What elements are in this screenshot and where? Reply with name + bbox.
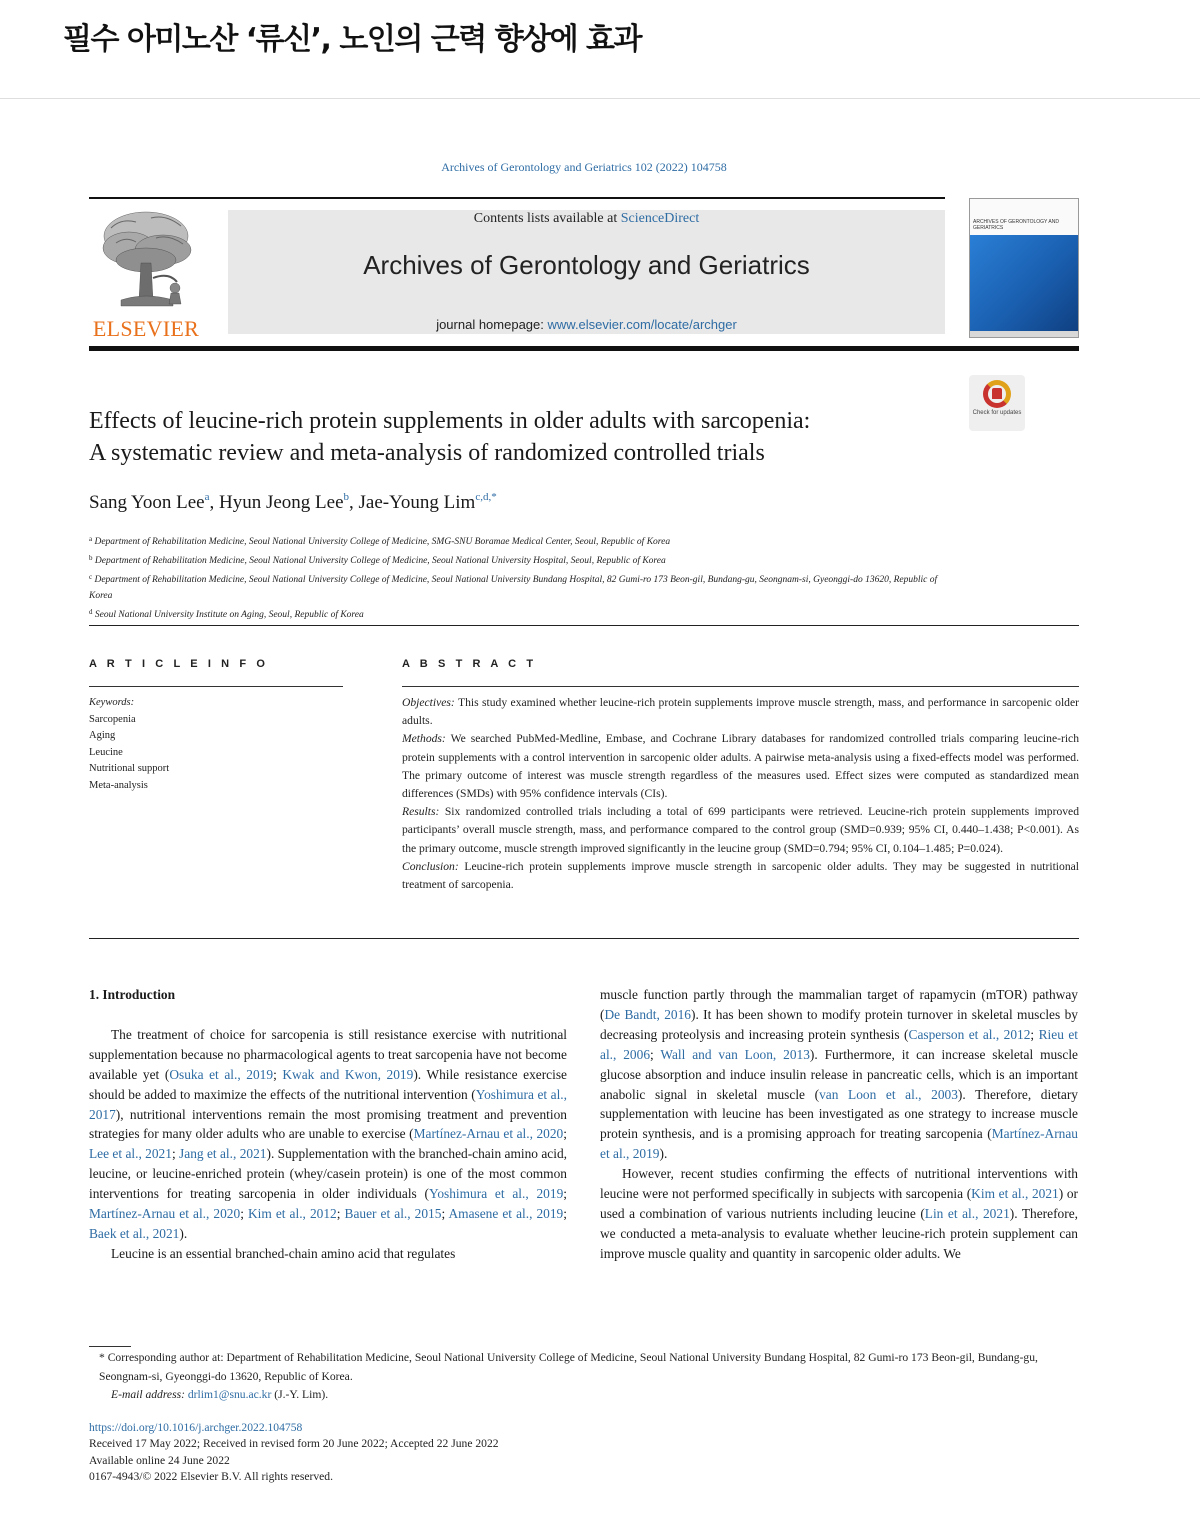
copyright-line: 0167-4943/© 2022 Elsevier B.V. All rights reserved. — [89, 1470, 333, 1484]
body-text: ; — [273, 1066, 283, 1082]
methods-text: We searched PubMed-Medline, Embase, and Cochrane Library databases for randomized controlled trials comparing leucine-rich protein supplements with a control intervention in sarcopenic older adults. A pairwise meta-analysis using a fixed-effects model was performed. The primary outcome of interest was muscle strength regardless of the measures used. Effect sizes were computed as standardized mean differences (SMDs) with 95% confidence intervals (CIs). — [402, 732, 1079, 801]
affiliation-text: Department of Rehabilitation Medicine, Seoul National University College of Medicine, Seoul National University Bundang Hospital, 82 Gumi-ro 173 Beon-gil, Bundang-gu, Seongnam-si, Gyeonggi-do 13620, Republic of Korea — [89, 575, 938, 601]
journal-citation[interactable]: Archives of Gerontology and Geriatrics 102 (2022) 104758 — [441, 160, 727, 174]
body-text: ; — [650, 1046, 661, 1062]
body-text: ; — [171, 1146, 180, 1162]
body-text: ). — [179, 1225, 188, 1241]
cover-footer — [970, 331, 1079, 338]
elsevier-logo — [89, 208, 203, 340]
abstract-conclusion — [402, 858, 1079, 894]
body-text: ), nutritional interventions remain the most promising treatment and prevention strategies for many older adults who are unable to exercise ( — [89, 1106, 567, 1142]
results-text: Six randomized controlled trials including a total of 699 participants were retrieved. Leucine-rich protein supplements improved participants’ overall muscle strength, mass, and performance compared to the control group (SMD=0.939; 95% CI, 0.440–1.438; P<0.001). As the primary outcome, muscle strength improved significantly in the leucine group (SMD=0.794; 95% CI, 0.104–1.485; P=0.024). — [402, 805, 1079, 855]
cover-title: ARCHIVES OF GERONTOLOGY AND GERIATRICS — [970, 199, 1079, 235]
journal-banner — [228, 210, 945, 334]
body-text: ; — [563, 1126, 567, 1142]
keyword-item: Aging — [89, 730, 116, 741]
abstract-results — [402, 803, 1079, 858]
abstract-heading: A B S T R A C T — [402, 658, 537, 670]
citation-link[interactable]: Lee et al., 2021 — [89, 1146, 172, 1162]
keywords-label: Keywords: — [89, 697, 135, 708]
abstract-body — [402, 694, 1079, 894]
keyword-item: Sarcopenia — [89, 713, 136, 725]
body-text: ). Furthermore, it can increase skeletal muscle glucose absorption and induce insulin release in pancreatic cells, which is an important anabolic signal in skeletal muscle ( — [600, 1046, 1078, 1102]
affiliation-list — [89, 531, 949, 623]
article-title — [89, 405, 959, 469]
citation-link[interactable]: Wall and van Loon, 2013 — [660, 1046, 810, 1062]
section-divider — [89, 938, 1079, 939]
citation-link[interactable]: Bauer et al., 2015 — [344, 1206, 442, 1222]
affiliation-text: Department of Rehabilitation Medicine, Seoul National University College of Medicine, SMG-SNU Boramae Medical Center, Seoul, Republic of Korea — [94, 537, 671, 547]
article-info-rule — [89, 686, 343, 687]
keyword-item: Meta-analysis — [89, 779, 148, 791]
citation-link[interactable]: Baek et al., 2021 — [89, 1225, 180, 1241]
citation-link[interactable]: Lin et al., 2021 — [924, 1205, 1010, 1221]
methods-label: Methods: — [402, 732, 446, 746]
masthead-rule-bottom — [89, 346, 1079, 351]
author-name: Sang Yoon Lee — [89, 492, 205, 513]
keyword-item: Nutritional support — [89, 763, 170, 774]
body-text: ; — [563, 1206, 567, 1222]
body-text: ; — [441, 1206, 449, 1222]
author-list — [89, 491, 497, 514]
citation-link[interactable]: Osuka et al., 2019 — [169, 1066, 274, 1082]
sciencedirect-link[interactable]: ScienceDirect — [620, 211, 700, 226]
abstract-methods — [402, 730, 1079, 803]
body-paragraph — [600, 1164, 1078, 1264]
corresponding-author-footnote — [89, 1349, 1079, 1405]
article-title-line-2: A systematic review and meta-analysis of randomized controlled trials — [89, 440, 765, 466]
check-updates-label: Check for updates — [972, 410, 1022, 416]
check-for-updates-button[interactable] — [969, 375, 1025, 431]
citation-link[interactable]: Yoshimura et al., 2017 — [89, 1086, 567, 1122]
citation-link[interactable]: van Loon et al., 2003 — [819, 1086, 958, 1102]
affiliation-item — [89, 604, 949, 623]
citation-link[interactable]: Martínez-Arnau et al., 2020 — [89, 1206, 241, 1222]
news-header — [0, 0, 1200, 99]
affiliation-item — [89, 569, 949, 604]
article-info-heading: A R T I C L E I N F O — [89, 658, 269, 670]
body-text: ; — [336, 1206, 345, 1222]
section-divider — [89, 625, 1079, 626]
body-text: ; — [240, 1206, 248, 1222]
author-name: Jae-Young Lim — [358, 492, 476, 513]
affiliation-marker: c — [89, 573, 93, 581]
elsevier-tree-icon — [91, 208, 201, 312]
email-line — [89, 1386, 1079, 1405]
contents-prefix: Contents lists available at — [473, 211, 621, 226]
article-title-line-1: Effects of leucine-rich protein supplements in older adults with sarcopenia: — [89, 408, 811, 434]
body-text: muscle function partly through the mammalian target of rapamycin (mTOR) pathway ( — [600, 987, 1078, 1022]
body-text: ). While resistance exercise should be added to maximize the effects of the nutritional intervention ( — [89, 1066, 567, 1102]
paper-page — [89, 100, 1079, 1520]
news-headline: 필수 아미노산 ‘류신’, 노인의 근력 향상에 효과 — [63, 22, 641, 57]
email-label: E-mail address: — [111, 1388, 185, 1402]
journal-name: Archives of Gerontology and Geriatrics — [363, 250, 810, 280]
received-dates: Received 17 May 2022; Received in revised form 20 June 2022; Accepted 22 June 2022 — [89, 1437, 499, 1451]
body-text: ; — [563, 1186, 568, 1202]
affiliation-marker: b — [89, 554, 93, 562]
introduction-heading: 1. Introduction — [89, 987, 176, 1002]
body-paragraph — [600, 985, 1078, 1164]
body-text: However, recent studies confirming the effects of nutritional interventions with leucine were not performed specifically in subjects with sarcopenia ( — [600, 1166, 1078, 1202]
affiliation-marker: a — [89, 535, 93, 543]
objectives-text: This study examined whether leucine-rich protein supplements improve muscle strength, mass, and performance in sarcopenic older adults. — [402, 696, 1079, 728]
affiliation-marker: d — [89, 608, 93, 616]
doi-link[interactable]: https://doi.org/10.1016/j.archger.2022.104758 — [89, 1421, 303, 1434]
homepage-prefix: journal homepage: — [436, 317, 548, 332]
author-affiliation-link[interactable]: a — [204, 491, 210, 503]
footnote-rule — [89, 1346, 131, 1347]
objectives-label: Objectives: — [402, 696, 455, 709]
email-link[interactable]: drlim1@snu.ac.kr — [187, 1388, 272, 1402]
conclusion-text: Leucine-rich protein supplements improve muscle strength in sarcopenic older adults. They may be suggested in nutritional treatment of sarcopenia. — [402, 859, 1079, 892]
citation-link[interactable]: Kwak and Kwon, 2019 — [282, 1066, 414, 1082]
body-text: ; — [1030, 1026, 1039, 1042]
citation-link[interactable]: Yoshimura et al., 2019 — [428, 1186, 564, 1202]
citation-link[interactable]: Amasene et al., 2019 — [448, 1206, 564, 1222]
body-paragraph — [89, 1025, 567, 1244]
corresponding-author-text: * Corresponding author at: Department of Rehabilitation Medicine, Seoul National University College of Medicine, Seoul National University Bundang Hospital, 82 Gumi-ro 173 Beon-gil, Bundang-gu, Seongnam-si, Gyeonggi-do 13620, Republic of Korea. — [99, 1351, 1038, 1383]
author-affiliation-link[interactable]: c,d,* — [475, 491, 497, 503]
citation-link[interactable]: Jang et al., 2021 — [179, 1146, 267, 1162]
citation-link[interactable]: De Bandt, 2016 — [604, 1006, 691, 1022]
author-separator: , — [349, 492, 359, 513]
author-separator: , — [209, 492, 219, 513]
body-text: ) or used a combination of various nutrients including leucine ( — [600, 1186, 1078, 1221]
body-text: The treatment of choice for sarcopenia is still resistance exercise with nutritional supplementation because no pharmacological agents to treat sarcopenia have not become available yet ( — [89, 1026, 567, 1082]
keywords-list — [89, 695, 169, 794]
homepage-link[interactable]: www.elsevier.com/locate/archger — [547, 317, 737, 332]
body-column-right — [600, 985, 1078, 1264]
bookmark-icon — [992, 388, 1002, 399]
publication-info — [89, 1420, 789, 1486]
citation-link[interactable]: Kim et al., 2012 — [247, 1206, 337, 1222]
body-text: ). Therefore, we conducted a meta-analysis to evaluate whether leucine-rich protein supplement can improve muscle quality and quantity in sarcopenic older adults. We — [600, 1205, 1078, 1261]
author-name: Hyun Jeong Lee — [218, 492, 344, 513]
affiliation-item — [89, 531, 949, 550]
available-online: Available online 24 June 2022 — [89, 1453, 230, 1467]
body-paragraph: Leucine is an essential branched-chain amino acid that regulates — [111, 1245, 456, 1261]
keyword-item: Leucine — [89, 746, 123, 758]
contents-line — [228, 211, 945, 227]
citation-link[interactable]: Rieu et al., 2006 — [600, 1026, 1078, 1062]
citation-link[interactable]: Martínez-Arnau et al., 2019 — [600, 1126, 1078, 1162]
results-label: Results: — [402, 805, 440, 819]
affiliation-text: Department of Rehabilitation Medicine, Seoul National University College of Medicine, Seoul National University Hospital, Seoul, Republic of Korea — [94, 556, 666, 566]
affiliation-text: Seoul National University Institute on Aging, Seoul, Republic of Korea — [94, 610, 364, 620]
citation-link[interactable]: Kim et al., 2021 — [971, 1186, 1059, 1202]
body-text: ). Supplementation with the branched-chain amino acid, leucine, or leucine-enriched protein (whey/casein protein) is one of the most common interventions for treating sarcopenia in older individuals ( — [89, 1146, 568, 1202]
homepage-line — [228, 317, 945, 332]
masthead-rule-top — [89, 197, 945, 199]
body-text: ). — [659, 1146, 668, 1162]
body-text: ). It has been shown to modify protein turnover in skeletal muscles by decreasing proteolysis and increasing protein synthesis ( — [600, 1006, 1078, 1042]
conclusion-label: Conclusion: — [402, 859, 459, 873]
email-suffix: (J.-Y. Lim). — [271, 1388, 329, 1402]
abstract-rule — [402, 686, 1079, 687]
citation-link[interactable]: Martínez-Arnau et al., 2020 — [413, 1126, 564, 1142]
citation-link[interactable]: Casperson et al., 2012 — [908, 1026, 1031, 1042]
affiliation-item — [89, 550, 949, 569]
author-affiliation-link[interactable]: b — [343, 491, 350, 503]
body-text: ). Therefore, dietary supplementation with leucine has been investigated as one strategy to increase muscle protein synthesis, and is a promising approach for treating sarcopenia ( — [600, 1086, 1078, 1142]
journal-cover[interactable] — [969, 198, 1079, 338]
cover-image — [970, 235, 1079, 331]
abstract-objectives — [402, 694, 1079, 730]
body-column-left — [89, 985, 567, 1264]
elsevier-wordmark: ELSEVIER — [92, 316, 200, 341]
